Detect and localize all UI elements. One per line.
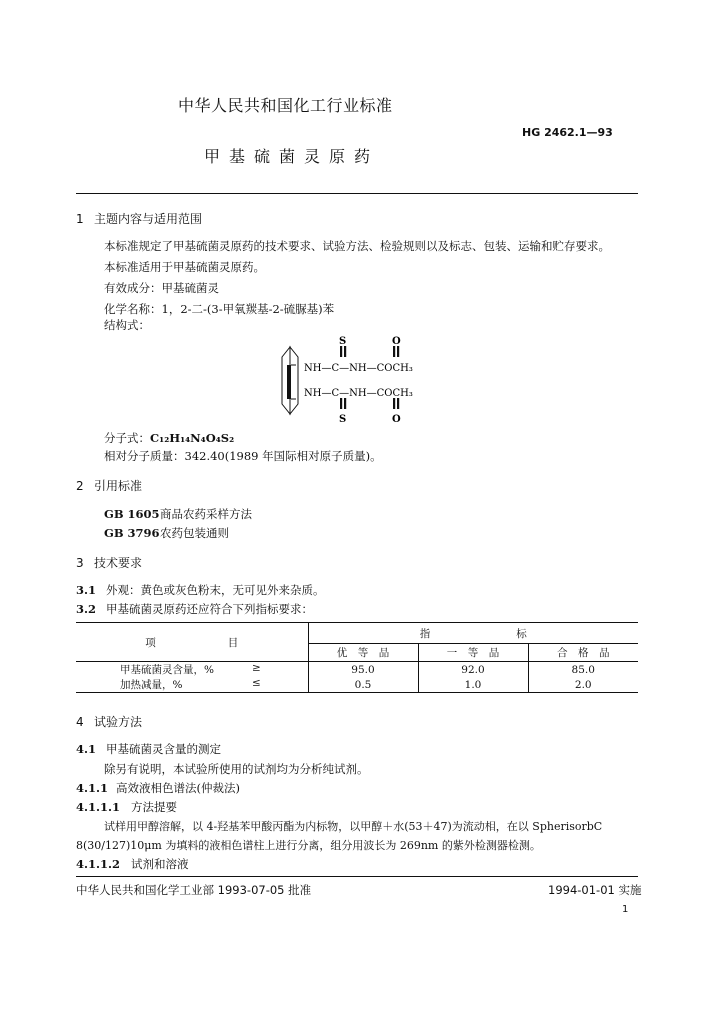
section-2-heading bbox=[76, 477, 142, 494]
clause-4-1-1 bbox=[76, 780, 240, 796]
oxygen-bottom: O bbox=[392, 414, 401, 425]
clause-4-1 bbox=[76, 741, 221, 757]
index-header: 指 标 bbox=[308, 623, 638, 644]
structural-formula bbox=[272, 334, 472, 428]
table-cell: 92.0 bbox=[418, 662, 528, 678]
grade-header: 优 等 品 bbox=[308, 644, 418, 662]
carbonyl-bond-bottom bbox=[393, 398, 395, 409]
paragraph: 除另有说明，本试验所使用的试剂均为分析纯试剂。 bbox=[104, 762, 369, 776]
substituent-row-2: NH—C—NH—COCH₃ bbox=[304, 388, 413, 399]
clause-number: 4.1.1.2 bbox=[76, 857, 121, 871]
section-1-heading bbox=[76, 210, 202, 227]
clause-3-2 bbox=[76, 601, 313, 617]
clause-text: 高效液相色谱法(仲裁法) bbox=[116, 781, 240, 795]
section-3-heading bbox=[76, 554, 142, 571]
substituent-row-1: NH—C—NH—COCH₃ bbox=[304, 363, 413, 374]
formula-label: 分子式： bbox=[104, 431, 150, 445]
carbonyl-bond-top bbox=[393, 346, 395, 357]
sulfur-bottom: S bbox=[339, 414, 347, 425]
clause-text: 外观：黄色或灰色粉末，无可见外来杂质。 bbox=[106, 583, 325, 597]
implementation-date: 1994-01-01 实施 bbox=[548, 883, 642, 897]
paragraph: 8(30/127)10μm 为填料的液相色谱柱上进行分离，组分用波长为 269nm 的紫外检测器检测。 bbox=[76, 839, 541, 852]
table-cell: 2.0 bbox=[574, 678, 592, 691]
thione-bond-top bbox=[340, 346, 342, 357]
item-header: 项 目 bbox=[76, 623, 308, 662]
molecular-formula bbox=[104, 430, 234, 446]
oxygen-top: O bbox=[392, 336, 401, 347]
clause-3-1 bbox=[76, 582, 325, 598]
clause-number: 3.2 bbox=[76, 602, 97, 616]
clause-text: 试剂和溶液 bbox=[131, 857, 189, 871]
clause-number: 4.1 bbox=[76, 742, 97, 756]
specification-table bbox=[76, 622, 638, 693]
section-number: 3 bbox=[76, 556, 84, 570]
section-title: 技术要求 bbox=[94, 556, 143, 570]
footer-divider bbox=[76, 876, 638, 877]
clause-4-1-1-2 bbox=[76, 856, 189, 872]
section-number: 1 bbox=[76, 212, 84, 226]
table-cell: 0.5 bbox=[308, 677, 418, 693]
section-4-heading bbox=[76, 713, 142, 730]
section-title: 主题内容与适用范围 bbox=[94, 212, 203, 226]
section-title: 引用标准 bbox=[94, 479, 143, 493]
grade-header: 一 等 品 bbox=[418, 644, 528, 662]
table-cell: 1.0 bbox=[418, 677, 528, 693]
thione-bond-bottom bbox=[340, 398, 342, 409]
standard-title: 中华人民共和国化工行业标准 bbox=[178, 96, 393, 115]
section-number: 4 bbox=[76, 715, 84, 729]
reference-item bbox=[104, 525, 229, 541]
clause-number: 4.1.1.1 bbox=[76, 800, 121, 814]
table-row bbox=[76, 662, 638, 678]
reference-name: 农药包装通则 bbox=[160, 526, 229, 540]
clause-text: 方法提要 bbox=[131, 800, 177, 814]
section-number: 2 bbox=[76, 479, 84, 493]
document-title: 甲基硫菌灵原药 bbox=[204, 147, 380, 166]
clause-text: 甲基硫菌灵原药还应符合下列指标要求： bbox=[106, 602, 313, 616]
reference-name: 商品农药采样方法 bbox=[160, 507, 252, 521]
standard-code: HG 2462.1—93 bbox=[522, 126, 613, 139]
clause-text: 甲基硫菌灵含量的测定 bbox=[106, 742, 221, 756]
clause-number: 4.1.1 bbox=[76, 781, 109, 795]
approval-note: 中华人民共和国化学工业部 1993-07-05 批准 bbox=[76, 883, 312, 897]
reference-code: GB 3796 bbox=[104, 526, 160, 540]
table-cell: 85.0 bbox=[571, 663, 595, 676]
formula-value: C₁₂H₁₄N₄O₄S₂ bbox=[150, 431, 235, 445]
row-item: 加热减量，% ≤ bbox=[76, 677, 308, 693]
table-cell: 95.0 bbox=[308, 662, 418, 678]
benzene-double-bond bbox=[287, 365, 291, 399]
table-row bbox=[76, 677, 638, 693]
paragraph: 试样用甲醇溶解，以 4-羟基苯甲酸丙酯为内标物，以甲醇＋水(53＋47)为流动相，在以 SpherisorbC bbox=[104, 820, 603, 833]
grade-header: 合 格 品 bbox=[557, 647, 610, 660]
reference-item bbox=[104, 506, 252, 522]
clause-number: 3.1 bbox=[76, 583, 97, 597]
molecular-mass: 相对分子质量：342.40(1989 年国际相对原子质量)。 bbox=[104, 449, 382, 463]
benzene-ring-right bbox=[290, 347, 298, 414]
paragraph: 有效成分：甲基硫菌灵 bbox=[104, 281, 219, 295]
paragraph: 化学名称：1，2-二-(3-甲氧羰基-2-硫脲基)苯 bbox=[104, 302, 335, 316]
row-item: 甲基硫菌灵含量，% ≥ bbox=[76, 662, 308, 678]
section-title: 试验方法 bbox=[94, 715, 143, 729]
paragraph: 本标准适用于甲基硫菌灵原药。 bbox=[104, 260, 265, 274]
sulfur-top: S bbox=[339, 336, 347, 347]
paragraph: 结构式： bbox=[104, 318, 150, 332]
header-divider bbox=[76, 193, 638, 194]
reference-code: GB 1605 bbox=[104, 507, 160, 521]
page-number: 1 bbox=[622, 904, 629, 915]
paragraph: 本标准规定了甲基硫菌灵原药的技术要求、试验方法、检验规则以及标志、包装、运输和贮存要求。 bbox=[104, 239, 610, 253]
clause-4-1-1-1 bbox=[76, 799, 177, 815]
